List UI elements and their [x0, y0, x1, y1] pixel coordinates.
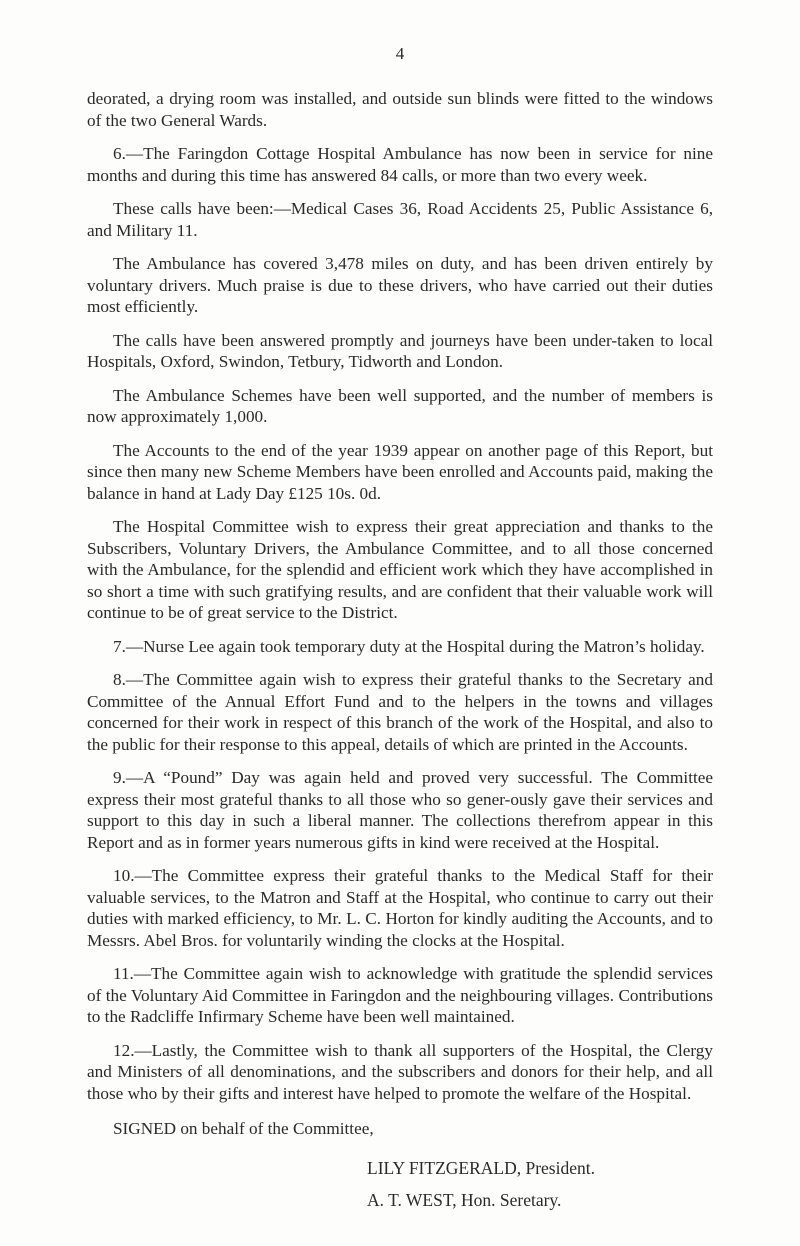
- paragraph-8-annual-effort: 8.—The Committee again wish to express their grateful thanks to the Secretary and Committee of the Annual Effort Fund and to the helpers in the towns and villages concerned for their work in respect of this branch of the work of the Hospital, and also to the public for their response to this appeal, details of which are printed in the Accounts.: [87, 670, 713, 754]
- signature-block: [367, 1152, 713, 1216]
- paragraph-members: The Ambulance Schemes have been well supported, and the number of members is now approximately 1,000.: [87, 385, 713, 426]
- signed-line: SIGNED on behalf of the Committee,: [113, 1119, 374, 1138]
- paragraph-10-medical-staff: 10.—The Committee express their grateful thanks to the Medical Staff for their valuable services, to the Matron and Staff at the Hospital, who continue to carry out their duties with marked efficiency, to Mr. L. C. Horton for kindly auditing the Accounts, and to Messrs. Abel Bros. for voluntarily winding the clocks at the Hospital.: [87, 866, 713, 950]
- secretary-signature: A. T. WEST, Hon. Seretary.: [367, 1189, 562, 1210]
- paragraph-12-lastly: 12.—Lastly, the Committee wish to thank all supporters of the Hospital, the Clergy and Ministers of all denominations, and the subscribers and donors for their help, and all those who by their gifts and interest have helped to promote the welfare of the Hospital.: [87, 1040, 713, 1103]
- document-body: [87, 88, 713, 1216]
- paragraph-9-pound-day: 9.—A “Pound” Day was again held and proved very successful. The Committee express their most grateful thanks to all those who so gener-ously gave their services and support to this day in such a liberal manner. The collections therefrom appear in this Report and as in former years numerous gifts in kind were received at the Hospital.: [87, 768, 713, 852]
- page-number: 4: [395, 44, 405, 63]
- paragraph-accounts: The Accounts to the end of the year 1939 appear on another page of this Report, but since then many new Scheme Members have been enrolled and Accounts paid, making the balance in hand at Lady Day £125 10s. 0d.: [87, 440, 713, 503]
- paragraph-7-nurse: 7.—Nurse Lee again took temporary duty at the Hospital during the Matron’s holiday.: [113, 636, 705, 656]
- paragraph-continuation: deorated, a drying room was installed, and outside sun blinds were fitted to the windows of the two General Wards.: [87, 89, 713, 130]
- paragraph-journeys: The calls have been answered promptly and journeys have been under-taken to local Hospitals, Oxford, Swindon, Tetbury, Tidworth and London.: [87, 330, 713, 371]
- paragraph-appreciation: The Hospital Committee wish to express their great appreciation and thanks to the Subscribers, Voluntary Drivers, the Ambulance Committee, and to all those concerned with the Ambulance, for the splendid and efficient work which they have accomplished in so short a time with such gratifying results, and are confident that their valuable work will continue to be of great service to the District.: [87, 517, 713, 622]
- paragraph-11-voluntary-aid: 11.—The Committee again wish to acknowledge with gratitude the splendid services of the Voluntary Aid Committee in Faringdon and the neighbouring villages. Contributions to the Radcliffe Infirmary Scheme have been well maintained.: [87, 964, 713, 1026]
- paragraph-6-ambulance-service: 6.—The Faringdon Cottage Hospital Ambulance has now been in service for nine months and during this time has answered 84 calls, or more than two every week.: [87, 144, 713, 185]
- paragraph-miles-covered: The Ambulance has covered 3,478 miles on duty, and has been driven entirely by voluntary drivers. Much praise is due to these drivers, who have carried out their duties most efficiently.: [87, 254, 713, 316]
- paragraph-calls-breakdown: These calls have been:—Medical Cases 36, Road Accidents 25, Public Assistance 6, and Military 11.: [87, 199, 713, 240]
- president-signature: LILY FITZGERALD, President.: [367, 1157, 595, 1178]
